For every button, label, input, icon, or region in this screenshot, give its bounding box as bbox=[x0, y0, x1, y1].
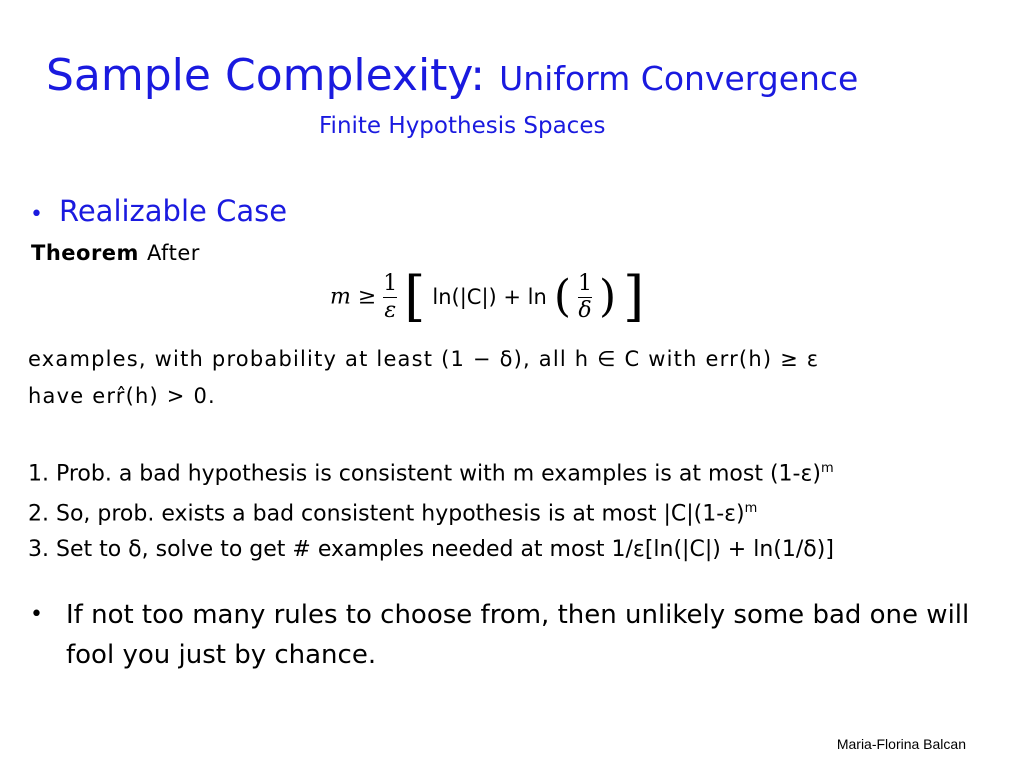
title-main: Sample Complexity: bbox=[46, 50, 486, 101]
fraction2-denominator: δ bbox=[578, 297, 592, 323]
formula-ln-terms: ln(|C|) + ln bbox=[432, 285, 547, 309]
bullet-text: If not too many rules to choose from, then unlikely some bad one will fool you just by chance. bbox=[66, 600, 970, 670]
theorem-statement-line-2: have err̂(h) > 0. bbox=[28, 384, 216, 408]
formula-fraction-1-over-epsilon bbox=[383, 271, 397, 324]
formula-fraction-1-over-delta bbox=[578, 271, 592, 324]
bullet-text: Realizable Case bbox=[58, 194, 288, 228]
formula-lhs: m ≥ bbox=[330, 284, 377, 310]
fraction-numerator: 1 bbox=[383, 270, 398, 296]
right-bracket: ] bbox=[623, 265, 645, 328]
step-superscript: m bbox=[820, 461, 834, 476]
step-3 bbox=[28, 535, 834, 565]
step-text: 3. Set to δ, solve to get # examples needed at most 1/ε[ln(|C|) + ln(1/δ)] bbox=[28, 537, 834, 562]
fraction2-numerator: 1 bbox=[577, 270, 592, 296]
left-paren: ( bbox=[553, 271, 571, 322]
bullet-realizable-case bbox=[30, 193, 287, 233]
step-2 bbox=[28, 494, 757, 529]
step-text: 2. So, prob. exists a bad consistent hypothesis is at most |C|(1-ε) bbox=[28, 501, 745, 527]
step-text: 1. Prob. a bad hypothesis is consistent with m examples is at most (1-ε) bbox=[28, 461, 821, 487]
left-bracket: [ bbox=[404, 265, 426, 328]
author-footer: Maria-Florina Balcan bbox=[836, 736, 966, 752]
slide-title bbox=[46, 50, 858, 105]
title-sub: Uniform Convergence bbox=[499, 59, 859, 98]
step-superscript: m bbox=[744, 501, 758, 516]
bullet-marker: • bbox=[30, 202, 43, 227]
theorem-label: Theorem bbox=[31, 241, 139, 265]
theorem-statement-line-1: examples, with probability at least (1 − δ), all h ∈ C with err(h) ≥ ε bbox=[28, 347, 820, 371]
sample-bound-formula bbox=[330, 265, 645, 334]
fraction-denominator: ε bbox=[384, 297, 397, 323]
bullet-marker: • bbox=[30, 602, 43, 627]
slide-subtitle: Finite Hypothesis Spaces bbox=[319, 113, 606, 139]
theorem-after: After bbox=[146, 241, 200, 265]
theorem-header bbox=[31, 241, 200, 265]
right-paren: ) bbox=[598, 271, 617, 322]
step-1 bbox=[28, 454, 834, 489]
